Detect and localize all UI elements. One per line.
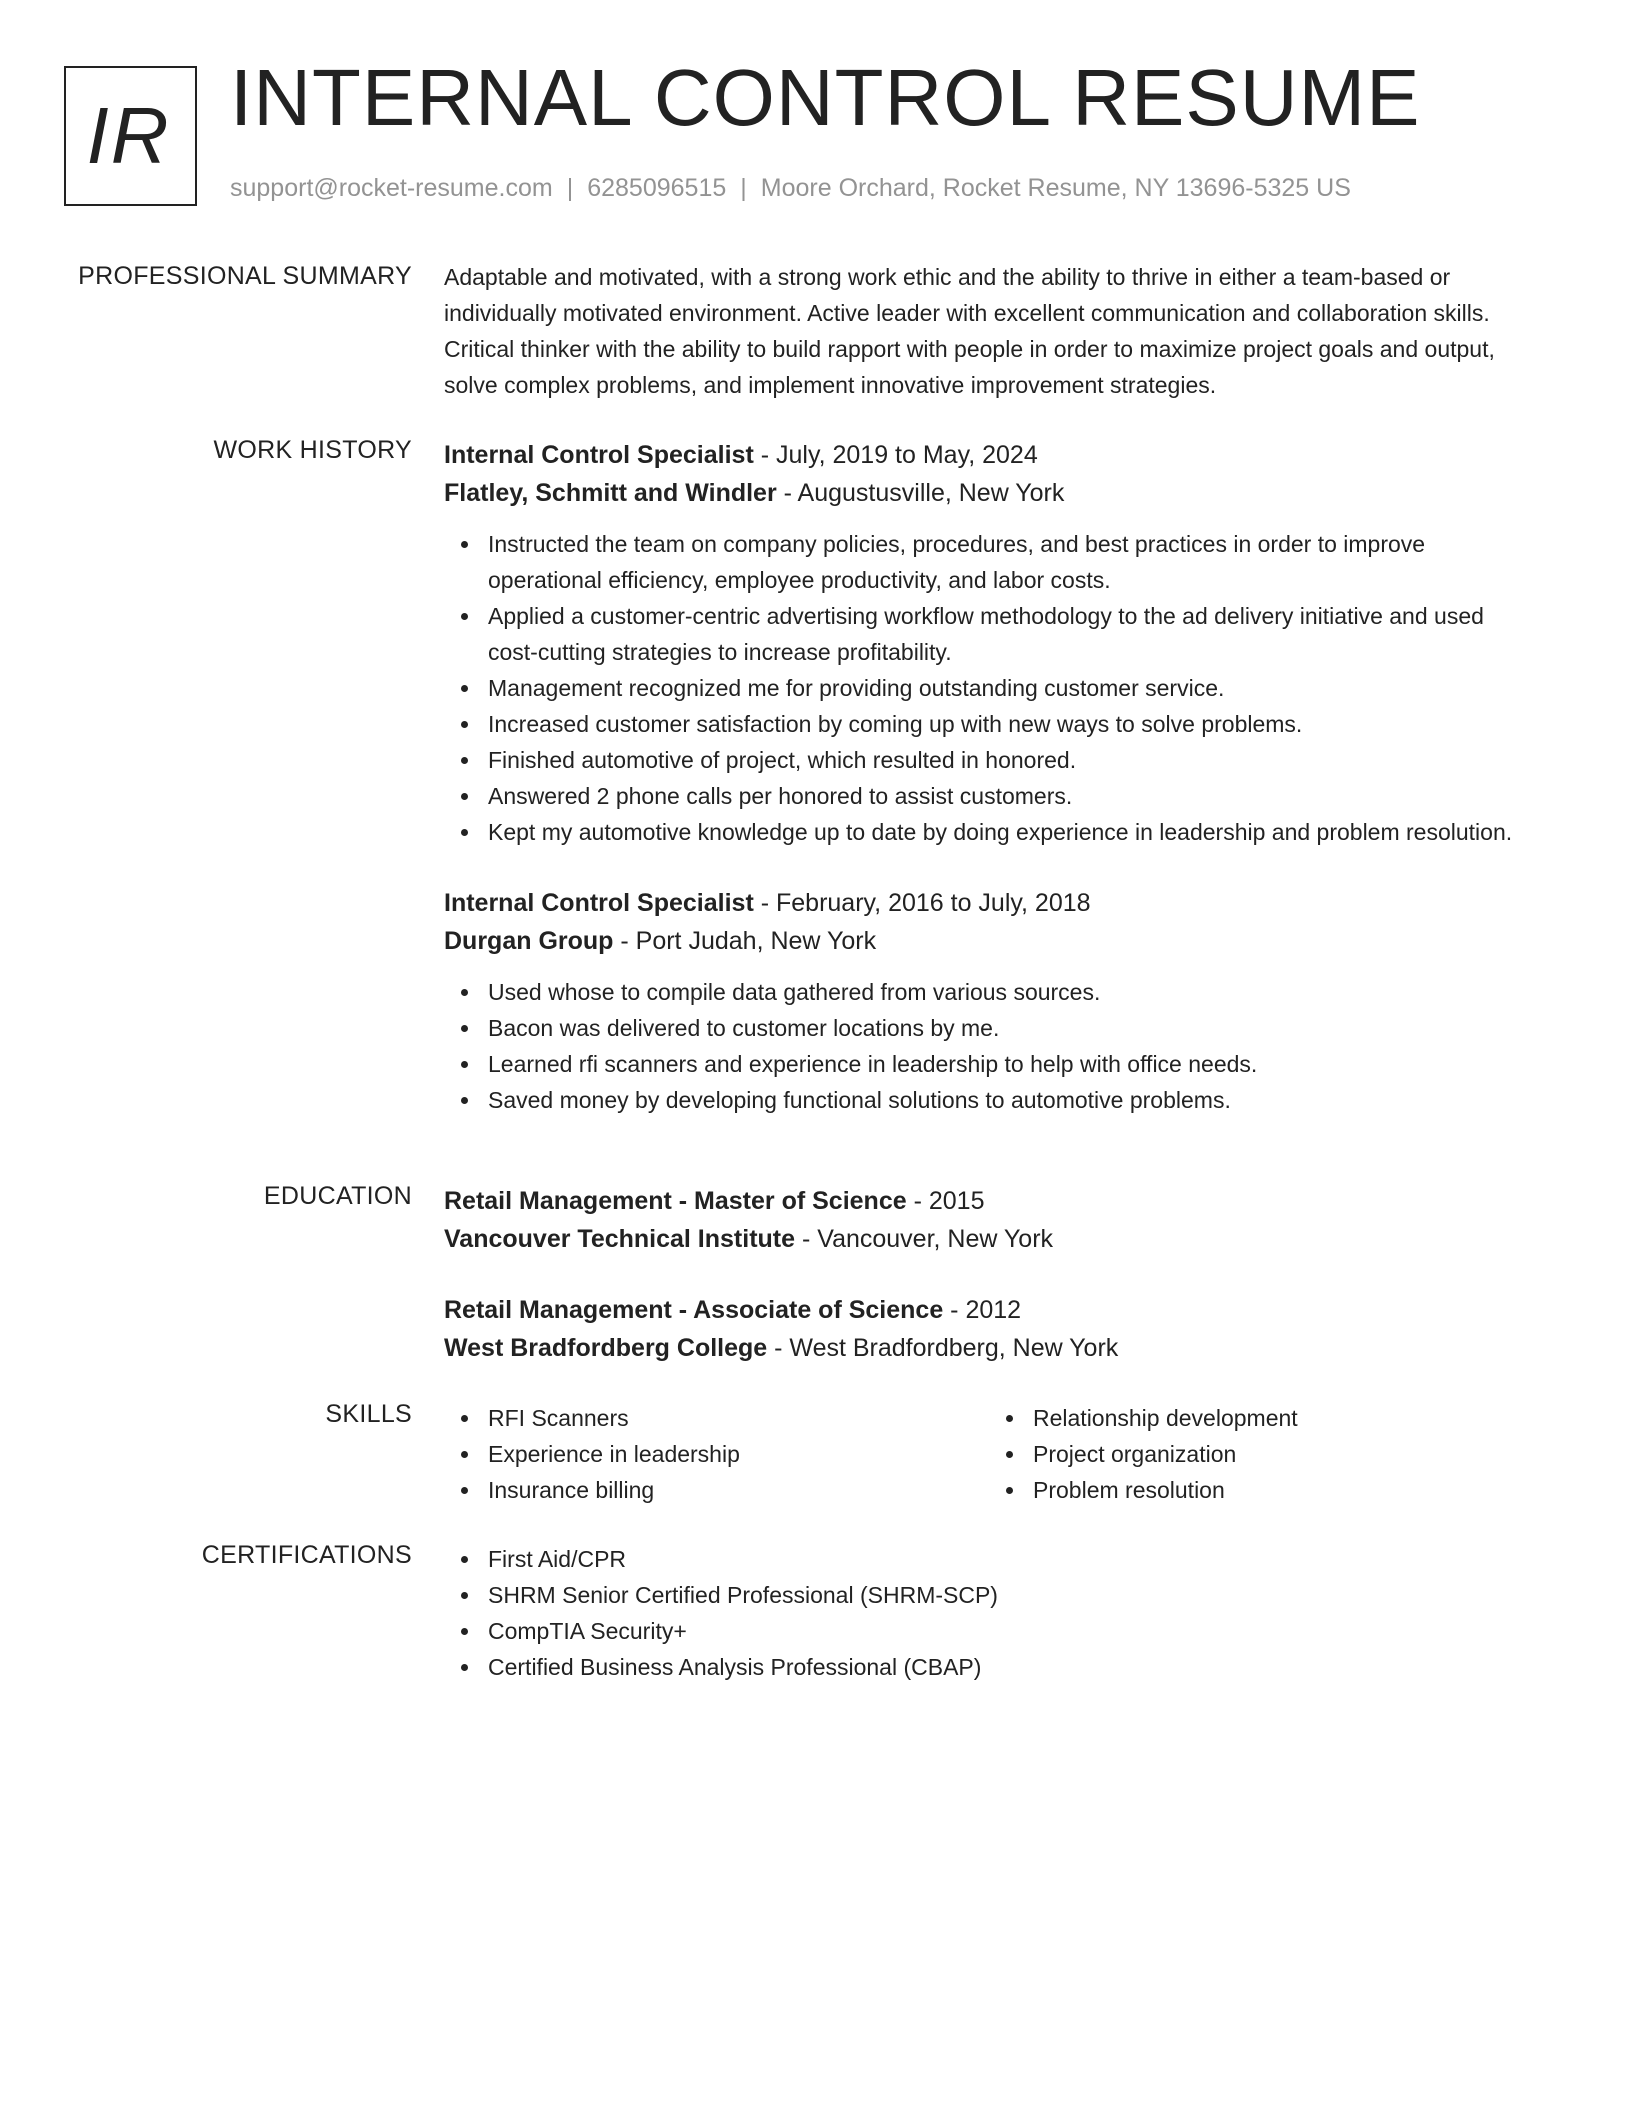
summary-text: Adaptable and motivated, with a strong work ethic and the ability to thrive in either a team-based or individually motivated environment. Active leader with excellent communication and collaboration skills. Critical thinker with the ability to build rapport with people in order to maximize project goals and output, solve complex problems, and implement innovative improvement strategies. (444, 264, 1495, 398)
contact-separator: | (740, 174, 747, 202)
degree-line (444, 1182, 1534, 1220)
job-title: Internal Control Specialist (444, 441, 754, 469)
list-item: SHRM Senior Certified Professional (SHRM-SCP) (488, 1577, 1534, 1613)
list-item: Bacon was delivered to customer locations by me. (488, 1010, 1534, 1046)
job-title-line (444, 884, 1534, 922)
education-entry (444, 1291, 1534, 1367)
list-item: Learned rfi scanners and experience in leadership to help with office needs. (488, 1046, 1534, 1082)
skills-body (444, 1400, 1534, 1508)
section-label-education: EDUCATION (263, 1182, 412, 1210)
job-title: Internal Control Specialist (444, 889, 754, 917)
list-item: Kept my automotive knowledge up to date by doing experience in leadership and problem resolution. (488, 814, 1534, 850)
degree-name: Retail Management - Associate of Science (444, 1296, 944, 1324)
education-body (444, 1182, 1534, 1367)
skills-column-left (444, 1400, 989, 1508)
list-item: Answered 2 phone calls per honored to assist customers. (488, 778, 1534, 814)
list-item: Instructed the team on company policies, procedures, and best practices in order to improve operational efficiency, employee productivity, and labor costs. (488, 526, 1534, 598)
education-entry (444, 1182, 1534, 1258)
school-name: West Bradfordberg College (444, 1334, 768, 1362)
job-dates: - July, 2019 to May, 2024 (753, 441, 1038, 469)
certifications-body (444, 1541, 1534, 1685)
skills-grid (444, 1400, 1534, 1508)
list-item: Finished automotive of project, which resulted in honored. (488, 742, 1534, 778)
school-name: Vancouver Technical Institute (444, 1225, 796, 1253)
list-item: Applied a customer-centric advertising workflow methodology to the ad delivery initiative and used cost-cutting strategies to increase profitability. (488, 598, 1534, 670)
list-item: Relationship development (1033, 1400, 1534, 1436)
job-entry (444, 436, 1534, 850)
summary-body (444, 262, 1534, 403)
job-location: - Augustusville, New York (776, 479, 1065, 507)
skills-list (444, 1400, 989, 1508)
contact-line (230, 174, 1351, 203)
list-item: Problem resolution (1033, 1472, 1534, 1508)
degree-year: - 2015 (906, 1187, 985, 1215)
list-item: First Aid/CPR (488, 1541, 1534, 1577)
work-history-body (444, 436, 1534, 1118)
school-location: - Vancouver, New York (795, 1225, 1054, 1253)
list-item: Saved money by developing functional solutions to automotive problems. (488, 1082, 1534, 1118)
list-item: Experience in leadership (488, 1436, 989, 1472)
list-item: Increased customer satisfaction by coming up with new ways to solve problems. (488, 706, 1534, 742)
list-item: Insurance billing (488, 1472, 989, 1508)
list-item: Management recognized me for providing outstanding customer service. (488, 670, 1534, 706)
job-company: Durgan Group (444, 927, 614, 955)
list-item: CompTIA Security+ (488, 1613, 1534, 1649)
job-dates: - February, 2016 to July, 2018 (753, 889, 1091, 917)
section-label-skills: SKILLS (325, 1400, 412, 1428)
job-entry (444, 884, 1534, 1118)
certifications-list (444, 1541, 1534, 1685)
contact-address: Moore Orchard, Rocket Resume, NY 13696-5325 US (760, 174, 1351, 202)
job-location: - Port Judah, New York (613, 927, 877, 955)
resume-title: INTERNAL CONTROL RESUME (230, 53, 1421, 142)
list-item: Certified Business Analysis Professional (CBAP) (488, 1649, 1534, 1685)
degree-year: - 2012 (943, 1296, 1022, 1324)
section-label-summary: PROFESSIONAL SUMMARY (78, 262, 412, 290)
section-label-certifications: CERTIFICATIONS (201, 1541, 412, 1569)
job-title-line (444, 436, 1534, 474)
contact-email[interactable]: support@rocket-resume.com (230, 174, 553, 202)
list-item: Used whose to compile data gathered from various sources. (488, 974, 1534, 1010)
job-bullets (444, 526, 1534, 850)
school-location: - West Bradfordberg, New York (767, 1334, 1119, 1362)
degree-name: Retail Management - Master of Science (444, 1187, 907, 1215)
job-company-line (444, 922, 1534, 960)
skills-list (989, 1400, 1534, 1508)
list-item: RFI Scanners (488, 1400, 989, 1436)
job-company-line (444, 474, 1534, 512)
job-bullets (444, 974, 1534, 1118)
contact-phone[interactable]: 6285096515 (587, 174, 727, 202)
school-line (444, 1329, 1534, 1367)
skills-column-right (989, 1400, 1534, 1508)
school-line (444, 1220, 1534, 1258)
contact-separator: | (566, 174, 574, 202)
degree-line (444, 1291, 1534, 1329)
section-label-work-history: WORK HISTORY (213, 436, 412, 464)
list-item: Project organization (1033, 1436, 1534, 1472)
monogram-box (64, 66, 197, 206)
job-company: Flatley, Schmitt and Windler (444, 479, 777, 507)
monogram-initials: IR (86, 91, 171, 180)
